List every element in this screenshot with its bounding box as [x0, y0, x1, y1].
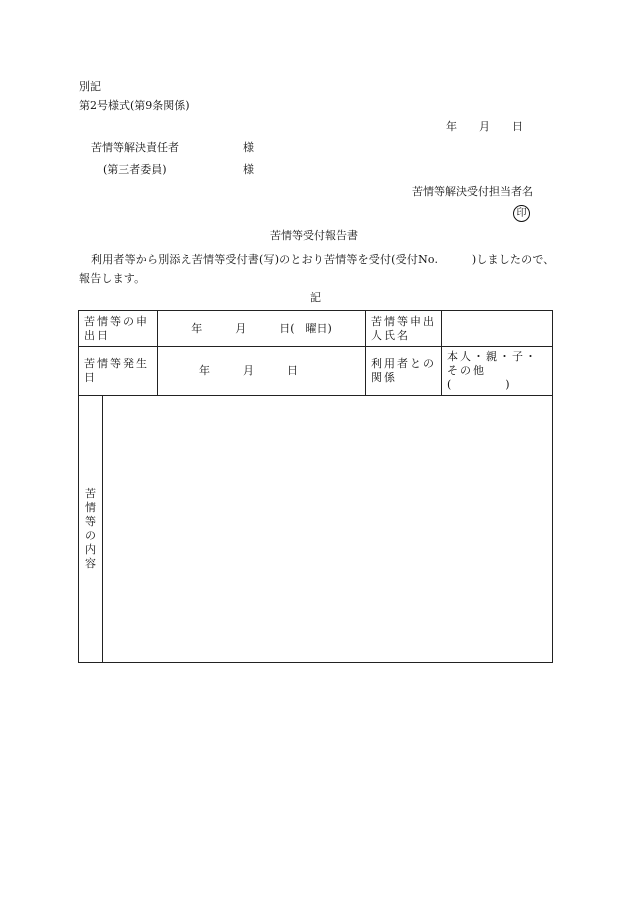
occurrence-date-label: 苦情等発生日: [79, 347, 158, 396]
content-label-char: 容: [85, 557, 96, 570]
content-row-layout: [79, 396, 552, 662]
table-row: [79, 396, 553, 663]
ki-label: 記: [310, 291, 321, 304]
addressee-third-party: (第三者委員): [103, 163, 167, 176]
sender-label: 苦情等解決受付担当者名: [412, 185, 533, 198]
addressee-honorific: 様: [243, 141, 254, 154]
content-label: [79, 396, 103, 662]
relation-label: 利用者との関係: [366, 347, 442, 396]
occurrence-date-text: 年 月 日: [199, 364, 298, 377]
attachment-label: 別記: [79, 80, 101, 93]
complainant-name-label: 苦情等申出人氏名: [366, 311, 442, 347]
table-row: [79, 311, 553, 347]
content-label-char: 苦: [85, 487, 96, 500]
table-row: [79, 347, 553, 396]
body-paragraph: [79, 250, 555, 288]
content-value[interactable]: [103, 396, 552, 662]
form-number: 第2号様式(第9条関係): [79, 99, 190, 112]
filing-date-label: 苦情等の申出日: [79, 311, 158, 347]
content-label-char: 内: [85, 543, 96, 556]
report-table: [78, 310, 553, 663]
document-title: 苦情等受付報告書: [270, 229, 358, 242]
body-text: 利用者等から別添え苦情等受付書(写)のとおり苦情等を受付(受付No. )しましたので、報告します。: [79, 253, 555, 285]
content-label-char: 等: [85, 515, 96, 528]
content-label-char: 情: [85, 501, 96, 514]
complainant-name-value[interactable]: [442, 311, 553, 347]
addressee-complaint-officer: 苦情等解決責任者: [91, 141, 179, 154]
seal-stamp: 印: [513, 205, 530, 222]
filing-date-value[interactable]: 年 月 日( 曜日): [158, 311, 366, 347]
date-line: 年 月 日: [446, 120, 523, 133]
addressee-honorific: 様: [243, 163, 254, 176]
content-row-cell: [79, 396, 553, 663]
content-label-char: の: [85, 529, 96, 542]
relation-value[interactable]: 本人・親・子・その他( ): [442, 347, 553, 396]
occurrence-date-value[interactable]: [158, 347, 366, 396]
